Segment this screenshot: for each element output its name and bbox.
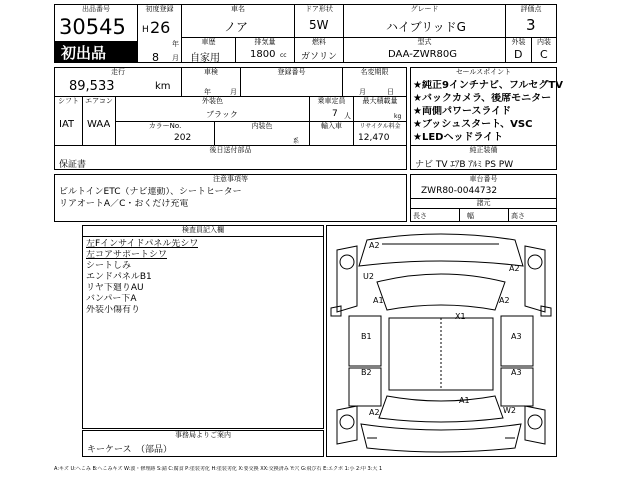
inspector-line: リヤ下廻りAU	[86, 283, 144, 293]
inspector-box: 検査員記入欄 左Fインサイドパネル先シワ 左コアサポートシワ シートしみ エンドパネルB1 リヤ下廻りAU バンパー下A 外装小傷有り	[82, 225, 324, 429]
category-cell: 車歴 自家用	[181, 37, 236, 63]
damage-mark: W2	[503, 406, 516, 415]
recycle-fee: 12,470	[358, 133, 390, 143]
color-no: 202	[174, 133, 192, 143]
sales-point-item: ★両側パワースライド	[413, 106, 512, 117]
inspector-line: シートしみ	[86, 261, 132, 271]
chassis-number: ZWR80-0044732	[421, 186, 498, 196]
ac-cell: エアコン WAA	[82, 96, 116, 146]
damage-mark: X1	[455, 312, 466, 321]
factory-options-box: 純正装備 ナビ TV ｴｱB ｱﾙﾐ PS PW	[410, 145, 557, 170]
reg-year-unit: 年	[172, 40, 179, 48]
damage-mark: B2	[361, 368, 372, 377]
office-box: 事務局よりご案内 キーケース （部品）	[82, 430, 324, 457]
score: 3	[526, 16, 536, 34]
chassis-box: 車台番号 ZWR80-0044732	[410, 174, 557, 199]
car-outline-drawing	[327, 226, 556, 456]
office-note: キーケース （部品）	[87, 445, 173, 455]
exterior-grade-cell: 外装 D	[505, 37, 532, 63]
displacement: 1800	[250, 49, 276, 60]
recycle-cell: リサイクル料金 12,470	[353, 121, 407, 146]
shift: IAT	[59, 119, 75, 130]
mileage-unit: km	[155, 81, 171, 92]
ac: WAA	[87, 119, 111, 130]
sales-point-item: ★LEDヘッドライト	[413, 132, 504, 143]
fuel: ガソリン	[301, 52, 338, 62]
damage-mark: A2	[369, 408, 380, 417]
displacement-unit: cc	[280, 52, 287, 59]
inspector-line: 外装小傷有り	[86, 305, 141, 315]
model-code: DAA-ZWR80G	[388, 49, 458, 60]
color-cell: 外装色 ブラック	[115, 96, 310, 122]
rear-parts-box: 後日送付部品 保証書	[54, 145, 407, 170]
exterior-grade: D	[514, 48, 523, 61]
damage-mark: A2	[509, 264, 520, 273]
damage-diagram	[326, 225, 557, 457]
car-name: ノア	[224, 20, 249, 34]
dimensions-box: 諸元 長さ 幅 高さ	[410, 198, 557, 222]
interior-color-cell: 内装色 系	[214, 121, 310, 146]
reg-month: 8	[152, 52, 159, 64]
inspection-cell: 車検 年 月	[181, 67, 241, 97]
note-line: ビルトインETC（ナビ連動）、シートヒーター	[59, 187, 242, 197]
reg-number-cell: 登録番号	[240, 67, 343, 97]
rear-parts: 保証書	[59, 160, 87, 170]
displacement-cell: 排気量 1800 cc	[235, 37, 295, 63]
damage-mark: A1	[373, 296, 384, 305]
name-change-cell: 名変期限 月 日	[342, 67, 407, 97]
reg-era: H	[142, 25, 149, 35]
damage-mark: A2	[369, 241, 380, 250]
lot-cell	[54, 4, 138, 42]
import-cell: 輸入車	[309, 121, 354, 146]
color-no-cell: カラーNo. 202	[115, 121, 215, 146]
grade-cell: グレード ハイブリッドG	[343, 4, 506, 38]
sales-point-item: ★プッシュスタート、VSC	[413, 119, 533, 130]
damage-mark: A2	[499, 296, 510, 305]
notes-box: 注意事項等 ビルトインETC（ナビ連動）、シートヒーター リアオートA／C・おくだけ充電	[54, 174, 407, 222]
reg-month-unit: 月	[172, 54, 179, 62]
category: 自家用	[190, 53, 220, 64]
lot-label: 出品番号	[82, 5, 110, 13]
doors: 5W	[309, 18, 329, 32]
shift-cell: シフト IAT	[54, 96, 83, 146]
model-cell: 型式 DAA-ZWR80G	[343, 37, 506, 63]
damage-mark: A3	[511, 332, 522, 341]
damage-legend: A:キズ U:へこみ B:へこみキズ W:波・修理跡 S:錆 C:腐食 P:塗装劣化 H:塗装劣化 X:要交換 XX:交換済み Y:穴 G:飛び石 E:エクボ 1:小 2:中 3:大 1	[54, 466, 383, 472]
capacity: 7	[332, 109, 338, 119]
lot-number: 30545	[59, 15, 126, 39]
first-reg-cell	[137, 4, 182, 63]
interior-grade: C	[540, 48, 548, 61]
note-line: リアオートA／C・おくだけ充電	[59, 199, 189, 209]
inspector-line: エンドパネルB1	[86, 272, 152, 282]
sales-points-box: セールスポイント ★純正9インチナビ、フルセグTV ★バックカメラ、後席モニター ★両側パワースライド ★プッシュスタート、VSC ★LEDヘッドライト	[410, 67, 557, 146]
score-cell: 評価点 3	[505, 4, 557, 38]
first-reg-label: 初度登録	[145, 5, 174, 13]
mileage-cell: 走行 89,533 km	[54, 67, 182, 97]
fuel-cell: 燃料 ガソリン	[294, 37, 344, 63]
inspector-line: バンパー下A	[86, 294, 137, 304]
damage-mark: A1	[459, 396, 470, 405]
inspector-line: 左Fインサイドパネル先シワ	[86, 239, 199, 249]
capacity-cell: 乗車定員 7 人	[309, 96, 354, 122]
first-listing-badge: 初出品	[54, 41, 138, 63]
sales-point-item: ★純正9インチナビ、フルセグTV	[413, 80, 563, 91]
damage-mark: U2	[363, 272, 374, 281]
car-name-cell: 車名 ノア	[181, 4, 295, 38]
sales-point-item: ★バックカメラ、後席モニター	[413, 93, 552, 104]
inspector-line: 左コアサポートシワ	[86, 250, 168, 260]
load-cell: 最大積載量 kg	[353, 96, 407, 122]
damage-mark: B1	[361, 332, 372, 341]
interior-grade-cell: 内装 C	[531, 37, 557, 63]
doors-cell: ドア形状 5W	[294, 4, 344, 38]
grade: ハイブリッドG	[386, 20, 466, 34]
mileage: 89,533	[69, 79, 115, 94]
damage-mark: A3	[511, 368, 522, 377]
factory-options: ナビ TV ｴｱB ｱﾙﾐ PS PW	[415, 160, 514, 170]
color: ブラック	[206, 110, 238, 119]
reg-year: 26	[150, 19, 171, 37]
